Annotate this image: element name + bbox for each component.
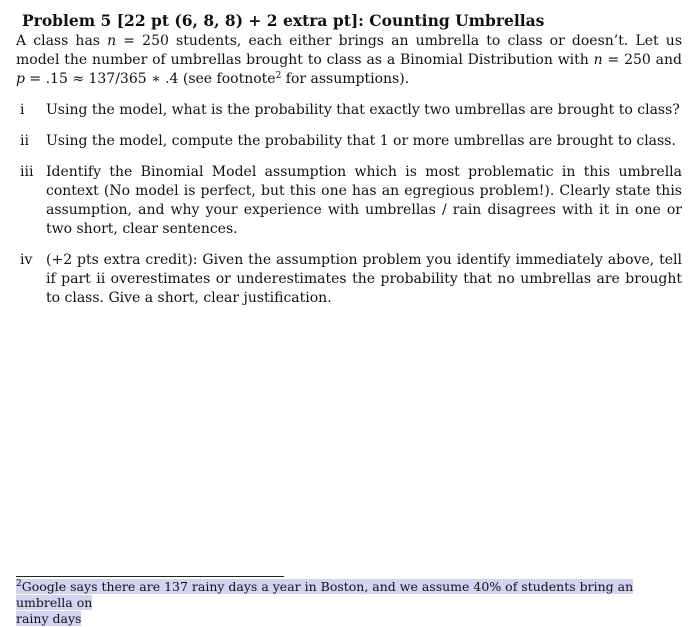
question-text: Identify the Binomial Model assumption which is most problematic in this umbrella context (No model is perfect, but this one has an egregious problem!). Clearly state this assumption, and why your experience with umbrellas / rain disagrees with it in one or two short, clear sentences. — [46, 164, 682, 237]
problem-intro: A class has n = 250 students, each either brings an umbrella to class or doesn’t. Let us model the number of umbrellas brought to class as a Binomial Distribution with n = 250 and p = .15 ≈ 137/365 ∗ .4 (see footnote$^2$ for assumptions). — [16, 33, 682, 87]
question-number: i — [20, 102, 25, 118]
question-item-iii — [16, 163, 682, 239]
footnote-line-1: $^2$Google says there are 137 rainy days a year in Boston, and we assume 40% of students bring an umbrella on — [16, 579, 634, 610]
variable-n-2: n — [593, 52, 603, 68]
question-text: Using the model, compute the probability that 1 or more umbrellas are brought to class. — [46, 133, 676, 149]
footnote-line-2: rainy days — [16, 611, 82, 626]
question-item-i — [16, 101, 682, 120]
question-item-ii — [16, 132, 682, 151]
question-item-iv — [16, 251, 682, 308]
problem-section — [16, 10, 682, 320]
question-number: iv — [20, 252, 33, 268]
footnote-divider — [16, 576, 284, 577]
footnote-reference[interactable]: 2 — [275, 71, 282, 81]
variable-p: p — [16, 71, 25, 87]
question-text: (+2 pts extra credit): Given the assumption problem you identify immediately above, tell if part ii overestimates or underestimates the probability that no umbrellas are brought to class. Give a short, clear justification. — [46, 252, 682, 306]
question-number: iii — [20, 164, 34, 180]
question-list — [16, 101, 682, 308]
footnote-mark: 2 — [16, 579, 22, 589]
question-number: ii — [20, 133, 29, 149]
footnote — [16, 579, 682, 627]
question-text: Using the model, what is the probability that exactly two umbrellas are brought to class? — [46, 102, 680, 118]
variable-n: n — [107, 33, 117, 49]
problem-title: Problem 5 [22 pt (6, 8, 8) + 2 extra pt]: Counting Umbrellas — [22, 11, 545, 30]
